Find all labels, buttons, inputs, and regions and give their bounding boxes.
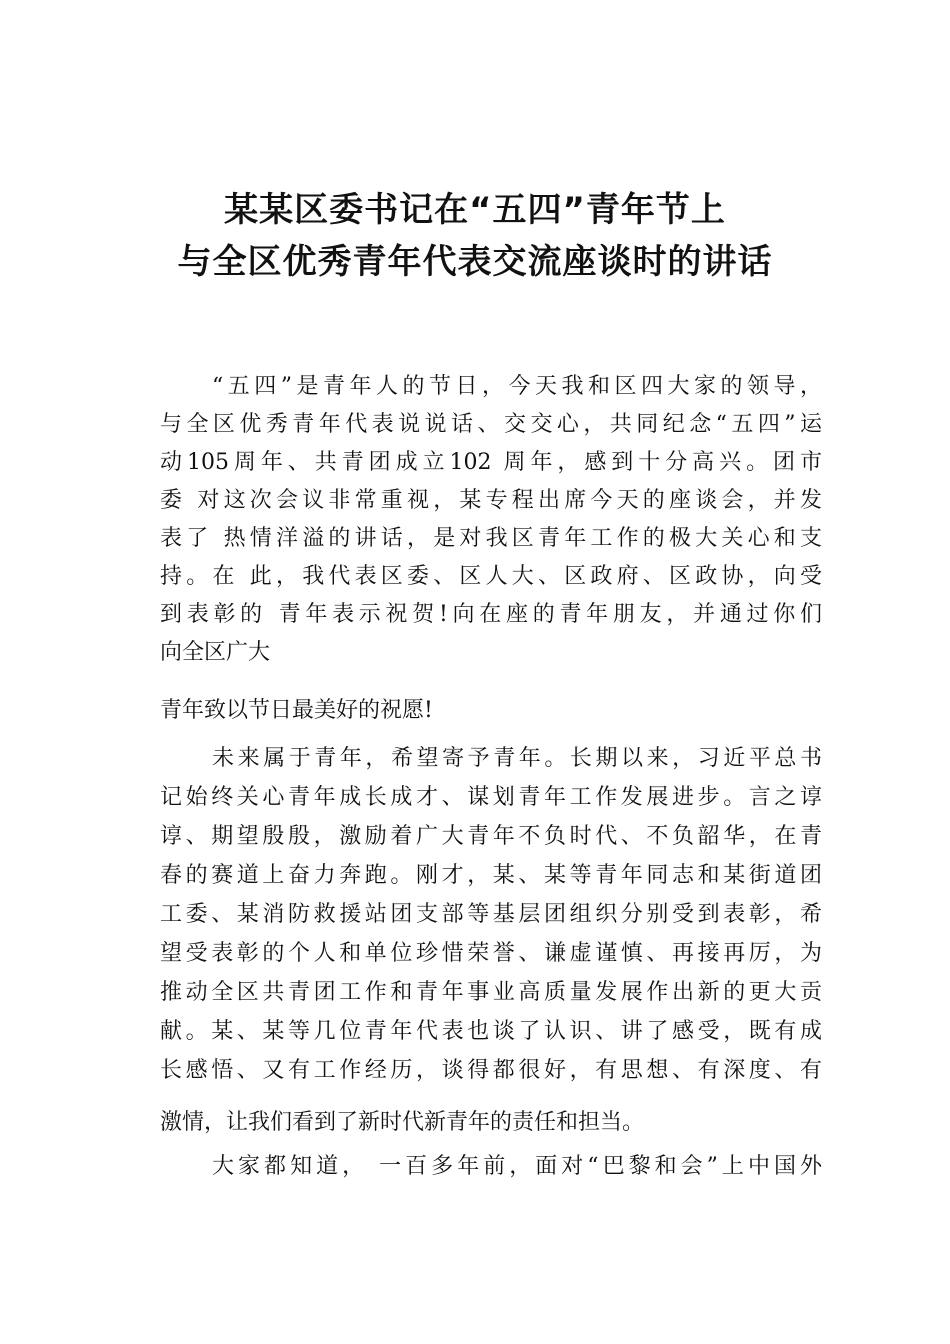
- paragraph-line: 推动全区共青团工作和青年事业高质量发展作出新的更大贡: [160, 980, 822, 1005]
- paragraph-line: 长感悟、又有工作经历，谈得都很好，有思想、有深度、有: [160, 1058, 822, 1083]
- paragraph-line: 委 对这次会议非常重视，某专程出席今天的座谈会，并发: [160, 488, 822, 513]
- paragraph-line: 向全区广大: [160, 640, 271, 665]
- paragraph-line: 献。某、某等几位青年代表也谈了认识、讲了感受，既有成: [160, 1019, 822, 1044]
- paragraph-line: 望受表彰的个人和单位珍惜荣誉、谦虚谨慎、再接再厉，为: [160, 941, 822, 966]
- paragraph-line: 未来属于青年，希望寄予青年。长期以来，习近平总书: [212, 746, 822, 771]
- paragraph-line: 表了 热情洋溢的讲话，是对我区青年工作的极大关心和支: [160, 526, 822, 551]
- paragraph-line: 大家都知道， 一百多年前，面对“巴黎和会”上中国外: [212, 1154, 822, 1179]
- paragraph-line: 谆、期望殷殷，激励着广大青年不负时代、不负韶华，在青: [160, 824, 822, 849]
- paragraph-line: 到表彰的 青年表示祝贺!向在座的青年朋友，并通过你们: [160, 602, 822, 627]
- paragraph-line: 动105周年、共青团成立102 周年，感到十分高兴。团市: [160, 450, 822, 475]
- paragraph-line: 激情，让我们看到了新时代新青年的责任和担当。: [160, 1110, 645, 1135]
- paragraph-line: 工委、某消防救援站团支部等基层团组织分别受到表彰，希: [160, 902, 822, 927]
- paragraph-line: 记始终关心青年成长成才、谋划青年工作发展进步。言之谆: [160, 785, 822, 810]
- paragraph-line: 持。在 此，我代表区委、区人大、区政府、区政协，向受: [160, 564, 822, 589]
- title-line-2: 与全区优秀青年代表交流座谈时的讲话: [177, 242, 773, 282]
- paragraph-line: 青年致以节日最美好的祝愿!: [160, 698, 433, 723]
- paragraph-line: 春的赛道上奋力奔跑。刚才，某、某等青年同志和某街道团: [160, 863, 822, 888]
- title-line-1: 某某区委书记在“五四”青年节上: [224, 190, 726, 230]
- paragraph-line: “五四”是青年人的节日，今天我和区四大家的领导，: [212, 374, 822, 399]
- paragraph-line: 与全区优秀青年代表说说话、交交心，共同纪念“五四”运: [160, 412, 822, 437]
